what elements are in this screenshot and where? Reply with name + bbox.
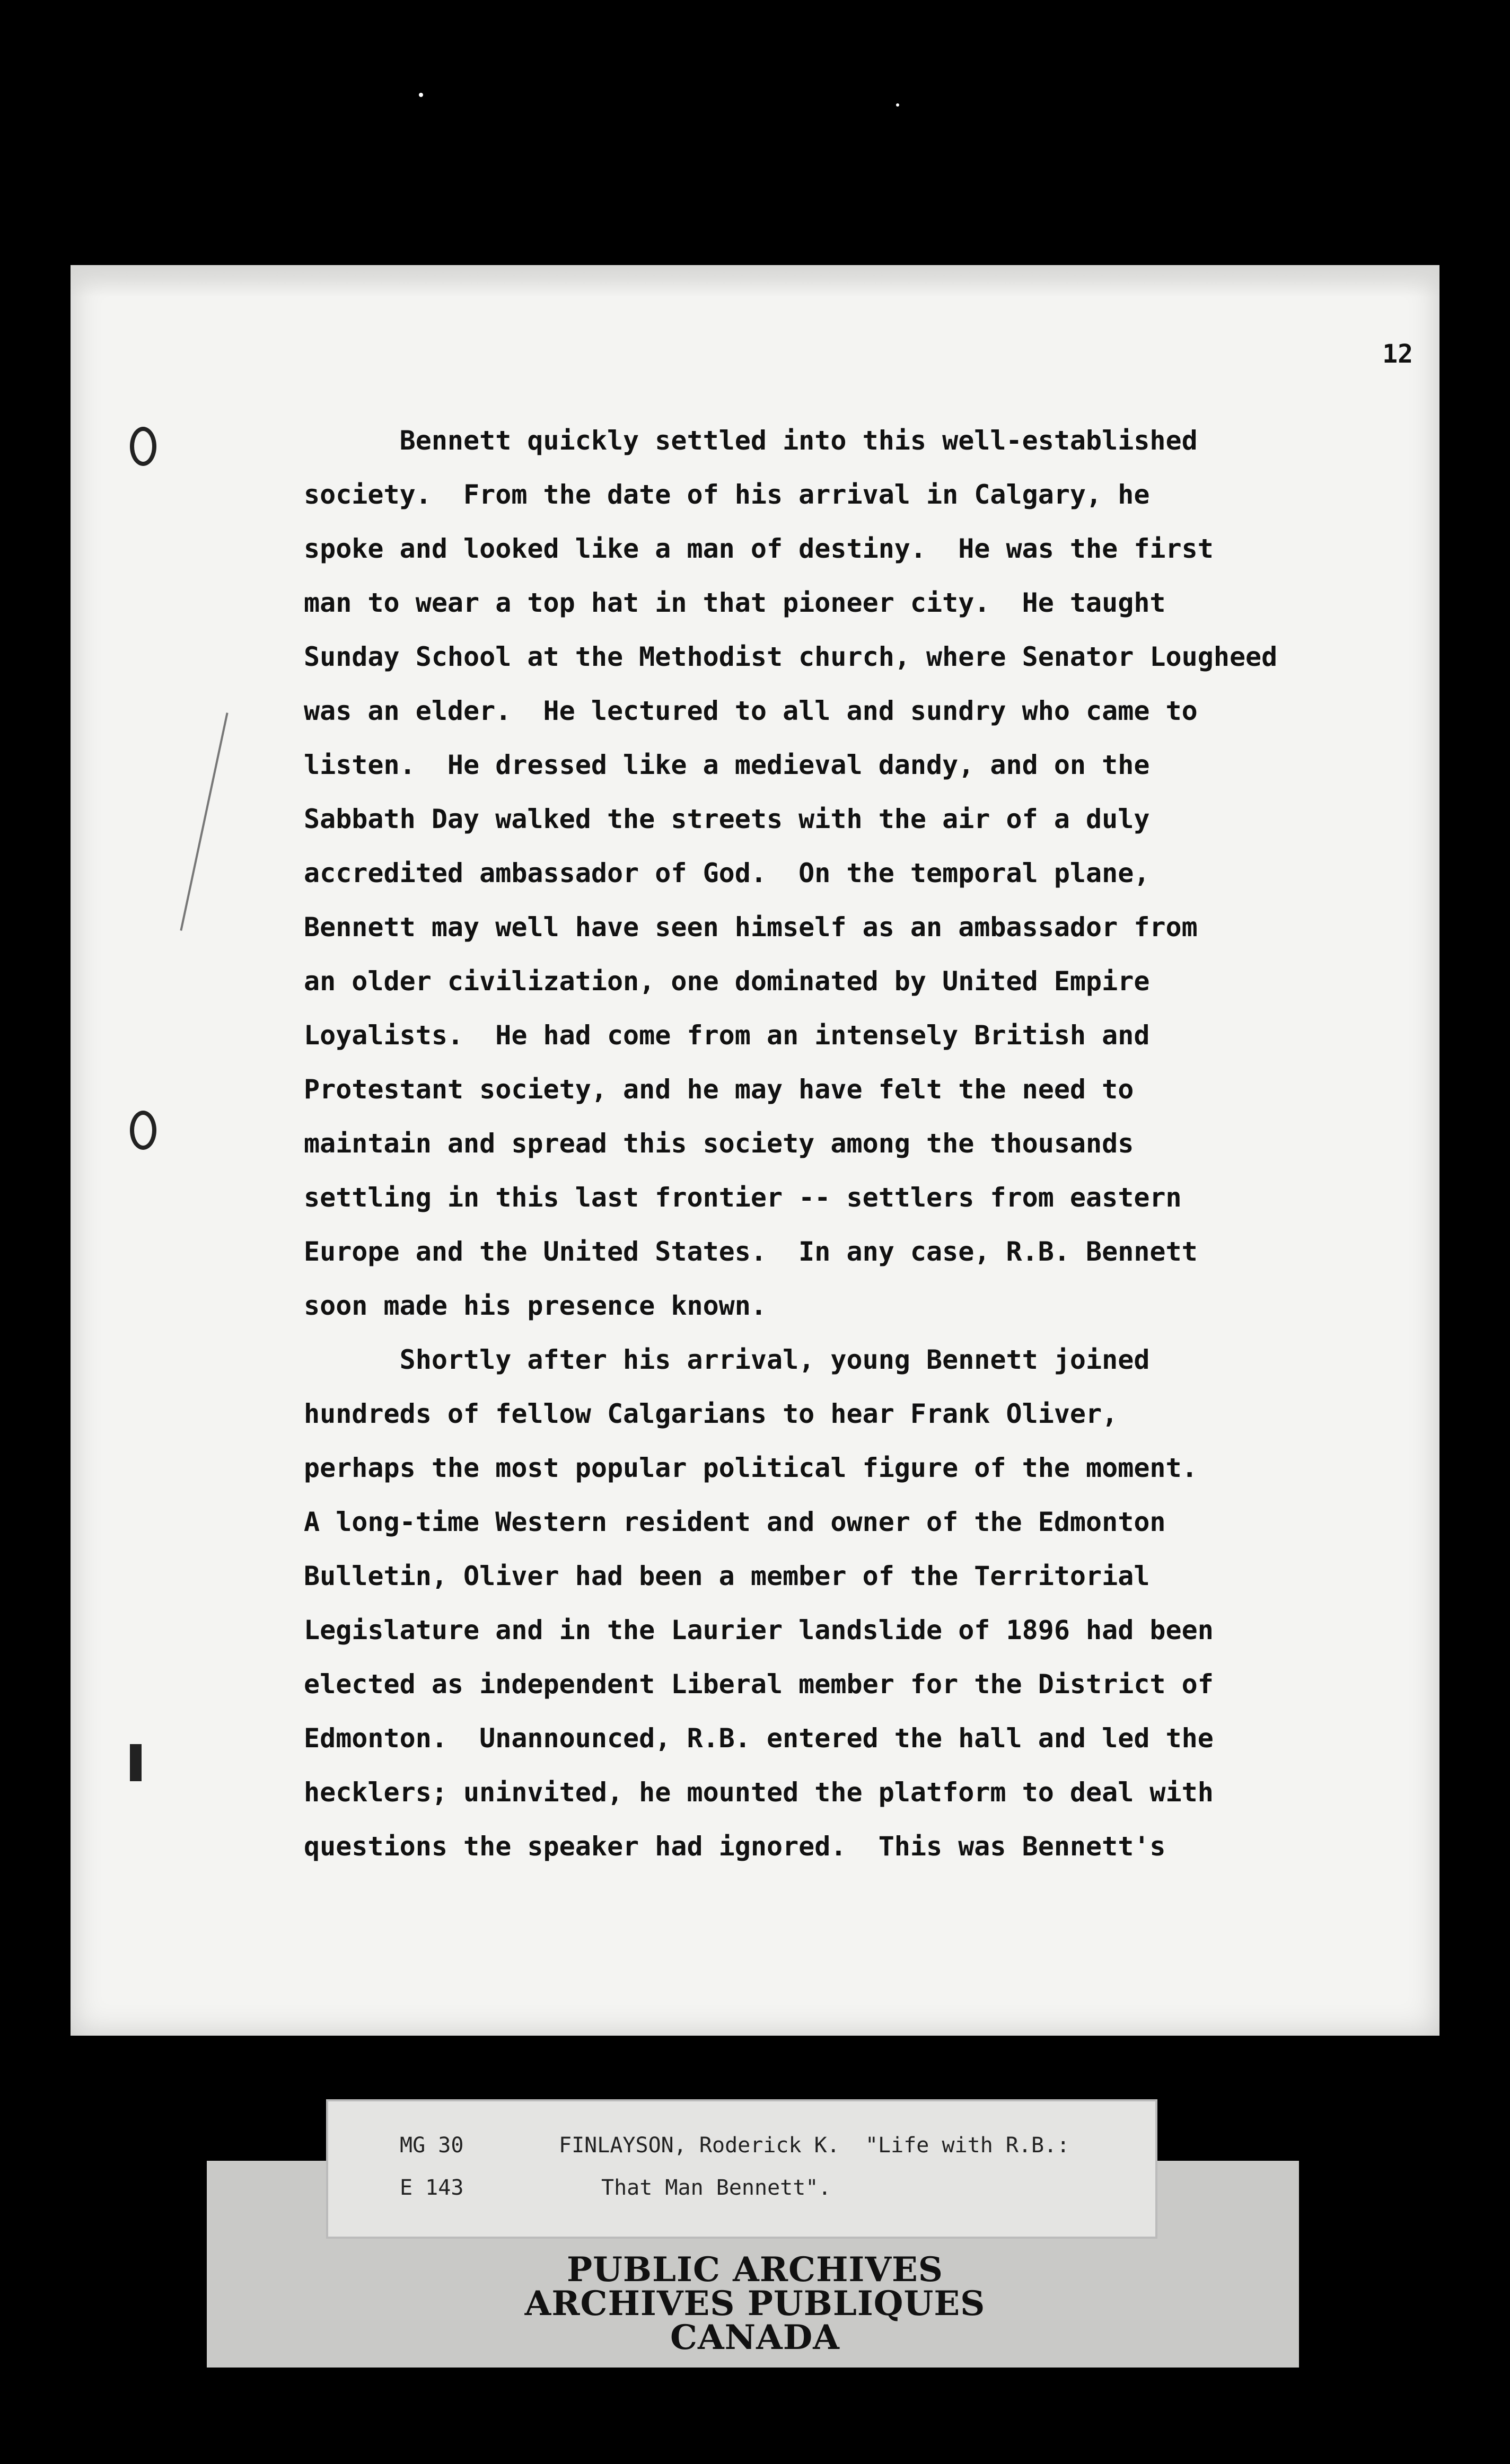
text-line: society. From the date of his arrival in Calgary, he [304, 479, 1150, 510]
margin-pencil-line [180, 712, 228, 931]
film-speck [419, 93, 423, 97]
archive-ref-volume: E 143 [400, 2176, 464, 2200]
text-line: was an elder. He lectured to all and sundry who came to [304, 696, 1198, 726]
text-line: an older civilization, one dominated by United Empire [304, 966, 1150, 997]
text-line: listen. He dressed like a medieval dandy, and on the [304, 750, 1150, 780]
text-line: Bennett quickly settled into this well-established [304, 425, 1198, 456]
text-line: man to wear a top hat in that pioneer city. He taught [304, 587, 1166, 618]
binder-clip-mark [130, 1744, 142, 1781]
binder-hole-top [130, 427, 156, 466]
stamp-line-3: CANADA [670, 2318, 840, 2357]
text-line: A long-time Western resident and owner of the Edmonton [304, 1507, 1166, 1537]
text-line: Sunday School at the Methodist church, where Senator Lougheed [304, 641, 1278, 672]
text-line: Protestant society, and he may have felt the need to [304, 1074, 1134, 1105]
text-line: hundreds of fellow Calgarians to hear Frank Oliver, [304, 1398, 1118, 1429]
text-line: Bulletin, Oliver had been a member of the Territorial [304, 1561, 1150, 1591]
text-line: hecklers; uninvited, he mounted the platform to deal with [304, 1777, 1214, 1808]
citation-line-1: FINLAYSON, Roderick K. "Life with R.B.: [559, 2133, 1070, 2158]
text-line: elected as independent Liberal member for the District of [304, 1669, 1214, 1700]
citation-line-2: That Man Bennett". [601, 2176, 831, 2200]
archive-reference-label [326, 2099, 1157, 2239]
stamp-line-2: ARCHIVES PUBLIQUES [524, 2284, 986, 2324]
page-number: 12 [1382, 339, 1413, 369]
archive-ref-group: MG 30 [400, 2133, 464, 2158]
text-line: settling in this last frontier -- settlers from eastern [304, 1182, 1182, 1213]
page-shadow [71, 265, 1439, 297]
body-text [304, 413, 1359, 1873]
stamp-line-1: PUBLIC ARCHIVES [566, 2250, 944, 2290]
text-line: Edmonton. Unannounced, R.B. entered the hall and led the [304, 1723, 1214, 1754]
text-line: Sabbath Day walked the streets with the air of a duly [304, 804, 1150, 834]
text-line: Europe and the United States. In any case, R.B. Bennett [304, 1236, 1198, 1267]
film-speck [896, 103, 899, 107]
typed-page [71, 265, 1439, 2036]
text-line: Loyalists. He had come from an intensely British and [304, 1020, 1150, 1051]
text-line: Shortly after his arrival, young Bennett joined [304, 1344, 1150, 1375]
text-line: Bennett may well have seen himself as an ambassador from [304, 912, 1198, 943]
text-line: accredited ambassador of God. On the temporal plane, [304, 858, 1150, 888]
text-line: questions the speaker had ignored. This was Bennett's [304, 1831, 1166, 1862]
archives-stamp [0, 2250, 1510, 2357]
text-line: Legislature and in the Laurier landslide of 1896 had been [304, 1615, 1214, 1645]
binder-hole-middle [130, 1111, 156, 1150]
text-line: spoke and looked like a man of destiny. He was the first [304, 533, 1214, 564]
text-line: soon made his presence known. [304, 1290, 767, 1321]
text-line: perhaps the most popular political figure of the moment. [304, 1453, 1198, 1483]
text-line: maintain and spread this society among the thousands [304, 1128, 1134, 1159]
